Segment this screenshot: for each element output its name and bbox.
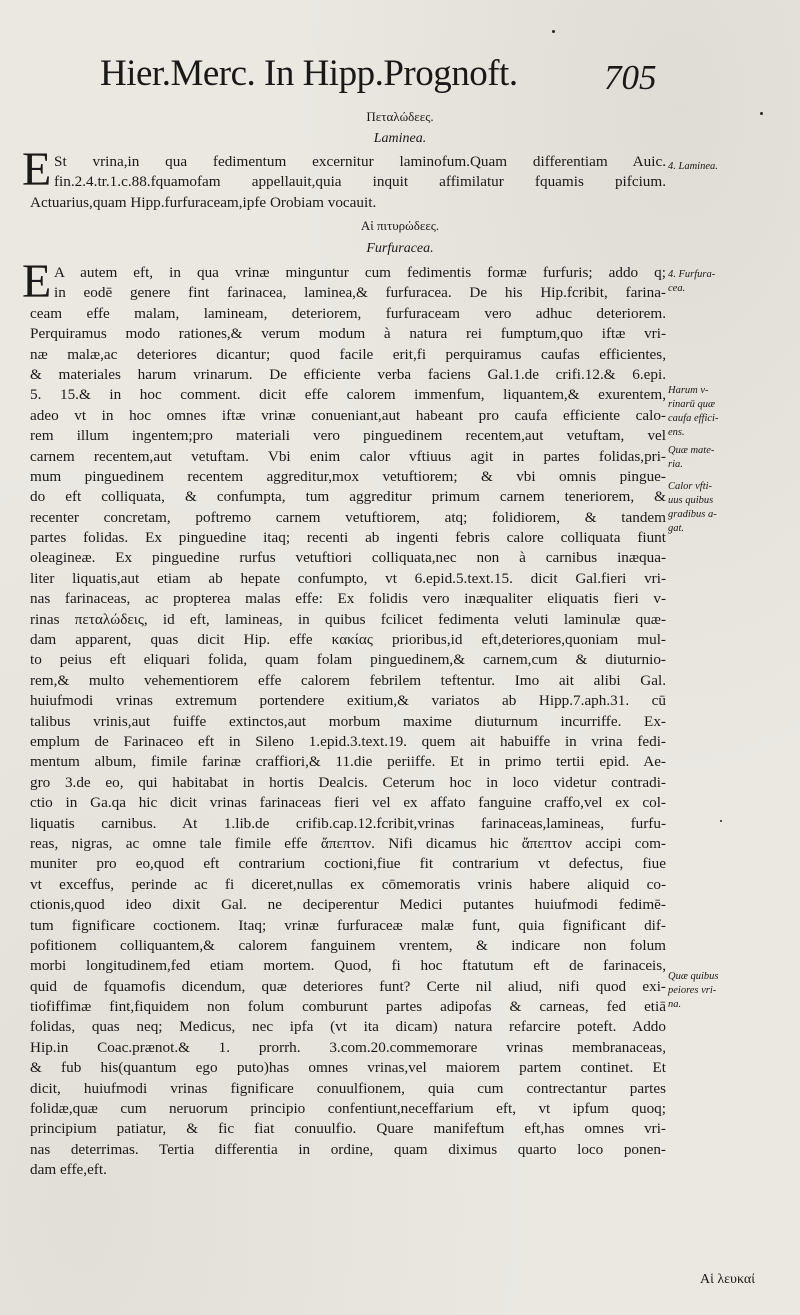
margin-note-line: ria. xyxy=(668,459,683,470)
text-line: adeo vt in hoc omnes iftæ vrinæ conueniant,aut habeant pro caufa efficiente calo- xyxy=(30,406,666,424)
text-line: mentum album, fimile farinæ craffiori,& 11.die periiffe. Et in primo tertii epid. Ae- xyxy=(30,753,666,771)
margin-note-line: na. xyxy=(668,999,682,1010)
text-line: pofitionem colliquantem,& calorem fanguinem vrentem, & indicare non folum xyxy=(30,936,666,954)
text-line: Hip.in Coac.prænot.& 1. prorrh. 3.com.20.commemorare vrinas membranaceas, xyxy=(30,1038,666,1056)
text-line: emplum de Farinaceo eft in Sileno 1.epid.3.text.19. quem ait habuiffe in vrina fedi- xyxy=(30,732,666,750)
ink-speck xyxy=(760,112,763,115)
running-head: Hier.Merc. In Hipp.Prognoft. xyxy=(100,53,518,94)
margin-note xyxy=(668,444,798,472)
section-greek-heading: Αἱ πιτυρώδεες. xyxy=(360,218,440,233)
section-paragraph xyxy=(30,152,666,213)
text-line: liquatis carnibus. At 1.lib.de crifib.cap.12.fcribit,vrinas farinaceas,lamineas, furfu- xyxy=(30,814,666,832)
text-line: carnem recentem,aut vetuftam. Vbi enim calor vftiuus agit in partes folidas,pri- xyxy=(30,447,666,465)
text-line: folidas, quas neq; Medicus, nec ipfa (vt ita dicam) natura refarcire poteft. Addo xyxy=(30,1018,666,1036)
drop-cap-initial: E xyxy=(22,255,52,308)
margin-note-line: 4. Laminea. xyxy=(668,161,718,172)
ink-speck xyxy=(720,820,722,822)
margin-note xyxy=(668,268,798,296)
text-line: Actuarius,quam Hipp.furfuraceam,ipfe Orobiam vocauit. xyxy=(30,193,377,211)
margin-note-line: cea. xyxy=(668,283,686,294)
text-line: reas, nigras, ac omne tale fimile effe ἄπεπτον. Nifi dicamus hic ἄπεπτον accipi com- xyxy=(30,834,666,852)
section-paragraph xyxy=(30,263,666,1181)
text-line: A autem eft, in qua vrinæ minguntur cum fedimentis formæ furfuris; addo q; xyxy=(54,264,666,281)
text-line: rem illum ingentem;pro materiali vero pinguedinem recentem,aut vetuftam, vel xyxy=(30,427,666,445)
text-line: dam effe,eft. xyxy=(30,1161,107,1179)
text-line: recenter concretam, poftremo carnem vetuftiorem, atq; folidiorem, & tandem xyxy=(30,508,666,526)
text-line: & materiales harum vrinarum. De efficiente verba faciens Gal.1.de crifi.12.& 6.epi. xyxy=(30,365,666,383)
margin-note-line: Quæ quibus xyxy=(668,971,719,982)
margin-note-line: rinarū quæ xyxy=(668,399,715,410)
margin-note-line: Harum v- xyxy=(668,385,709,396)
text-line: vt exceffus, perinde ac fi diceret,nullas ex cōmemoratis vrinis habere aliquid co- xyxy=(30,875,666,893)
text-line: do eft colliquata, & confumpta, tum aggreditur primum carnem teneriorem, & xyxy=(30,488,666,506)
text-line: & fub his(quantum ego puto)has omnes vrinas,vel maiorem partem continet. Et xyxy=(30,1059,666,1077)
text-line: ceam effe malam, lamineam, deteriorem, furfuraceam vero adhuc deteriorem. xyxy=(30,304,666,322)
text-line: mum pinguedinem recentem aggreditur,mox vetuftiorem; & vbi omnis pingue- xyxy=(30,467,666,485)
margin-note-line: Calor vfti- xyxy=(668,481,713,492)
margin-note-line: caufa effici- xyxy=(668,413,719,424)
drop-cap-initial: E xyxy=(22,143,52,196)
text-line: nas farinaceas, ac propterea malas effe: Ex folidis vero inæqualiter eliquatis fieri v- xyxy=(30,590,666,608)
margin-note-line: Quæ mate- xyxy=(668,445,715,456)
text-line: oleagineæ. Ex pinguedine rurfus vetuftiori colliquata,nec non à carnibus inæqua- xyxy=(30,549,666,567)
text-line: tum fignificare coctionem. Itaq; vrinæ furfuraceæ malæ funt, quia fignificant dif- xyxy=(30,916,666,934)
text-line: to peius eft eliquari folida, quam folam pinguedinem,& carnem,cum & diuturnio- xyxy=(30,651,666,669)
section-greek-heading: Πεταλώδεες. xyxy=(366,109,434,124)
text-line: principium patiatur, & fic fiat conuulfio. Quare manifeftum eft,has omnes vri- xyxy=(30,1120,666,1138)
text-line: 5. 15.& in hoc comment. dicit effe calorem immenfum, liquantem,& exurentem, xyxy=(30,386,666,404)
text-line: partes folidas. Ex pinguedine itaq; recenti ab ingenti febris calore colliquata fiunt xyxy=(30,529,666,547)
margin-note-line: gat. xyxy=(668,523,685,534)
text-line: folidæ,quæ cum neruorum principio confentiunt,neceffarium eft, vt ipfum quoq; xyxy=(30,1100,666,1118)
margin-note-line: uus quibus xyxy=(668,495,714,506)
margin-note xyxy=(668,160,798,174)
margin-note xyxy=(668,970,798,1012)
section-latin-heading: Furfuracea. xyxy=(366,241,434,256)
margin-note-line: ens. xyxy=(668,427,685,438)
text-line: fin.2.4.tr.1.c.88.fquamofam appellauit,quia inquit affimilatur fquamis pifcium. xyxy=(54,173,666,191)
text-line: in eodē genere fint farinacea, laminea,& furfuracea. De his Hip.fcribit, farina- xyxy=(54,284,666,302)
text-line: næ malæ,ac deteriores dicantur; quod facile erit,fi perquiramus caufas efficientes, xyxy=(30,345,666,363)
text-line: tiofiffimæ fint,fiquidem non folum comburunt partes adipofas & carneas, fed etiā xyxy=(30,998,666,1016)
text-line: ctionis,quod ideo dixit Gal. ne deciperentur Medici putantes huiufmodi fedimē- xyxy=(30,896,666,914)
margin-note-line: gradibus a- xyxy=(668,509,717,520)
text-line: rem,& multo vehementiorem effe calorem febrilem teftentur. Imo ait alibi Gal. xyxy=(30,671,666,689)
page-number: 705 xyxy=(604,58,657,97)
text-line: dicit, huiufmodi vrinas fignificare conuulfionem, quia cum contrectantur partes xyxy=(30,1079,666,1097)
catchword: Αἱ λευκαί xyxy=(700,1272,756,1287)
text-line: morbi longitudinem,fed etiam mortem. Quod, fi hoc ftatutum eft de farinaceis, xyxy=(30,957,666,975)
text-line: liter liquatis,aut etiam ab hepate confumpto, vt 6.epid.5.text.15. dicit Gal.fieri vri- xyxy=(30,569,666,587)
ink-speck xyxy=(552,30,555,33)
text-line: rinas πεταλώδεις, id eft, lamineas, in quibus fcilicet fedimenta veluti laminulæ quæ- xyxy=(30,610,666,628)
text-line: St vrina,in qua fedimentum excernitur laminofum.Quam differentiam Auic. xyxy=(54,153,666,170)
margin-note xyxy=(668,480,798,536)
text-line: muniter pro eo,quod eft contrarium coctioni,fiue fit contrarium vt defectus, fiue xyxy=(30,855,666,873)
text-line: quid de fquamofis dicendum, quæ deteriores funt? Certe nil aliud, nifi quod exi- xyxy=(30,977,666,995)
text-line: talibus vrinis,aut fuiffe extinctos,aut morbum maxime diuturnum incurriffe. Ex- xyxy=(30,712,666,730)
margin-note-line: 4. Furfura- xyxy=(668,269,716,280)
text-line: dam apparent, quas dicit Hip. effe κακίας prioribus,id eft,deteriores,quoniam mul- xyxy=(30,631,666,649)
margin-note-line: peiores vri- xyxy=(668,985,717,996)
text-line: Perquiramus modo rationes,& verum modum à natura rei fumptum,quo iftæ vri- xyxy=(30,325,666,343)
margin-note xyxy=(668,384,798,440)
text-line: huiufmodi vrinas extremum portendere exitium,& variatos ab Hipp.7.aph.31. cū xyxy=(30,692,666,710)
text-line: nas deterrimas. Tertia differentia in ordine, quam diximus quarto loco ponen- xyxy=(30,1140,666,1158)
text-line: gro 3.de eo, qui habitabat in hortis Dealcis. Ceterum hoc in loco videtur contradi- xyxy=(30,773,666,791)
text-line: ctio in Ga.qa hic dicit vrinas farinaceas fieri vel ex affato fanguine craffo,vel ex col- xyxy=(30,794,666,812)
section-latin-heading: Laminea. xyxy=(373,131,427,146)
